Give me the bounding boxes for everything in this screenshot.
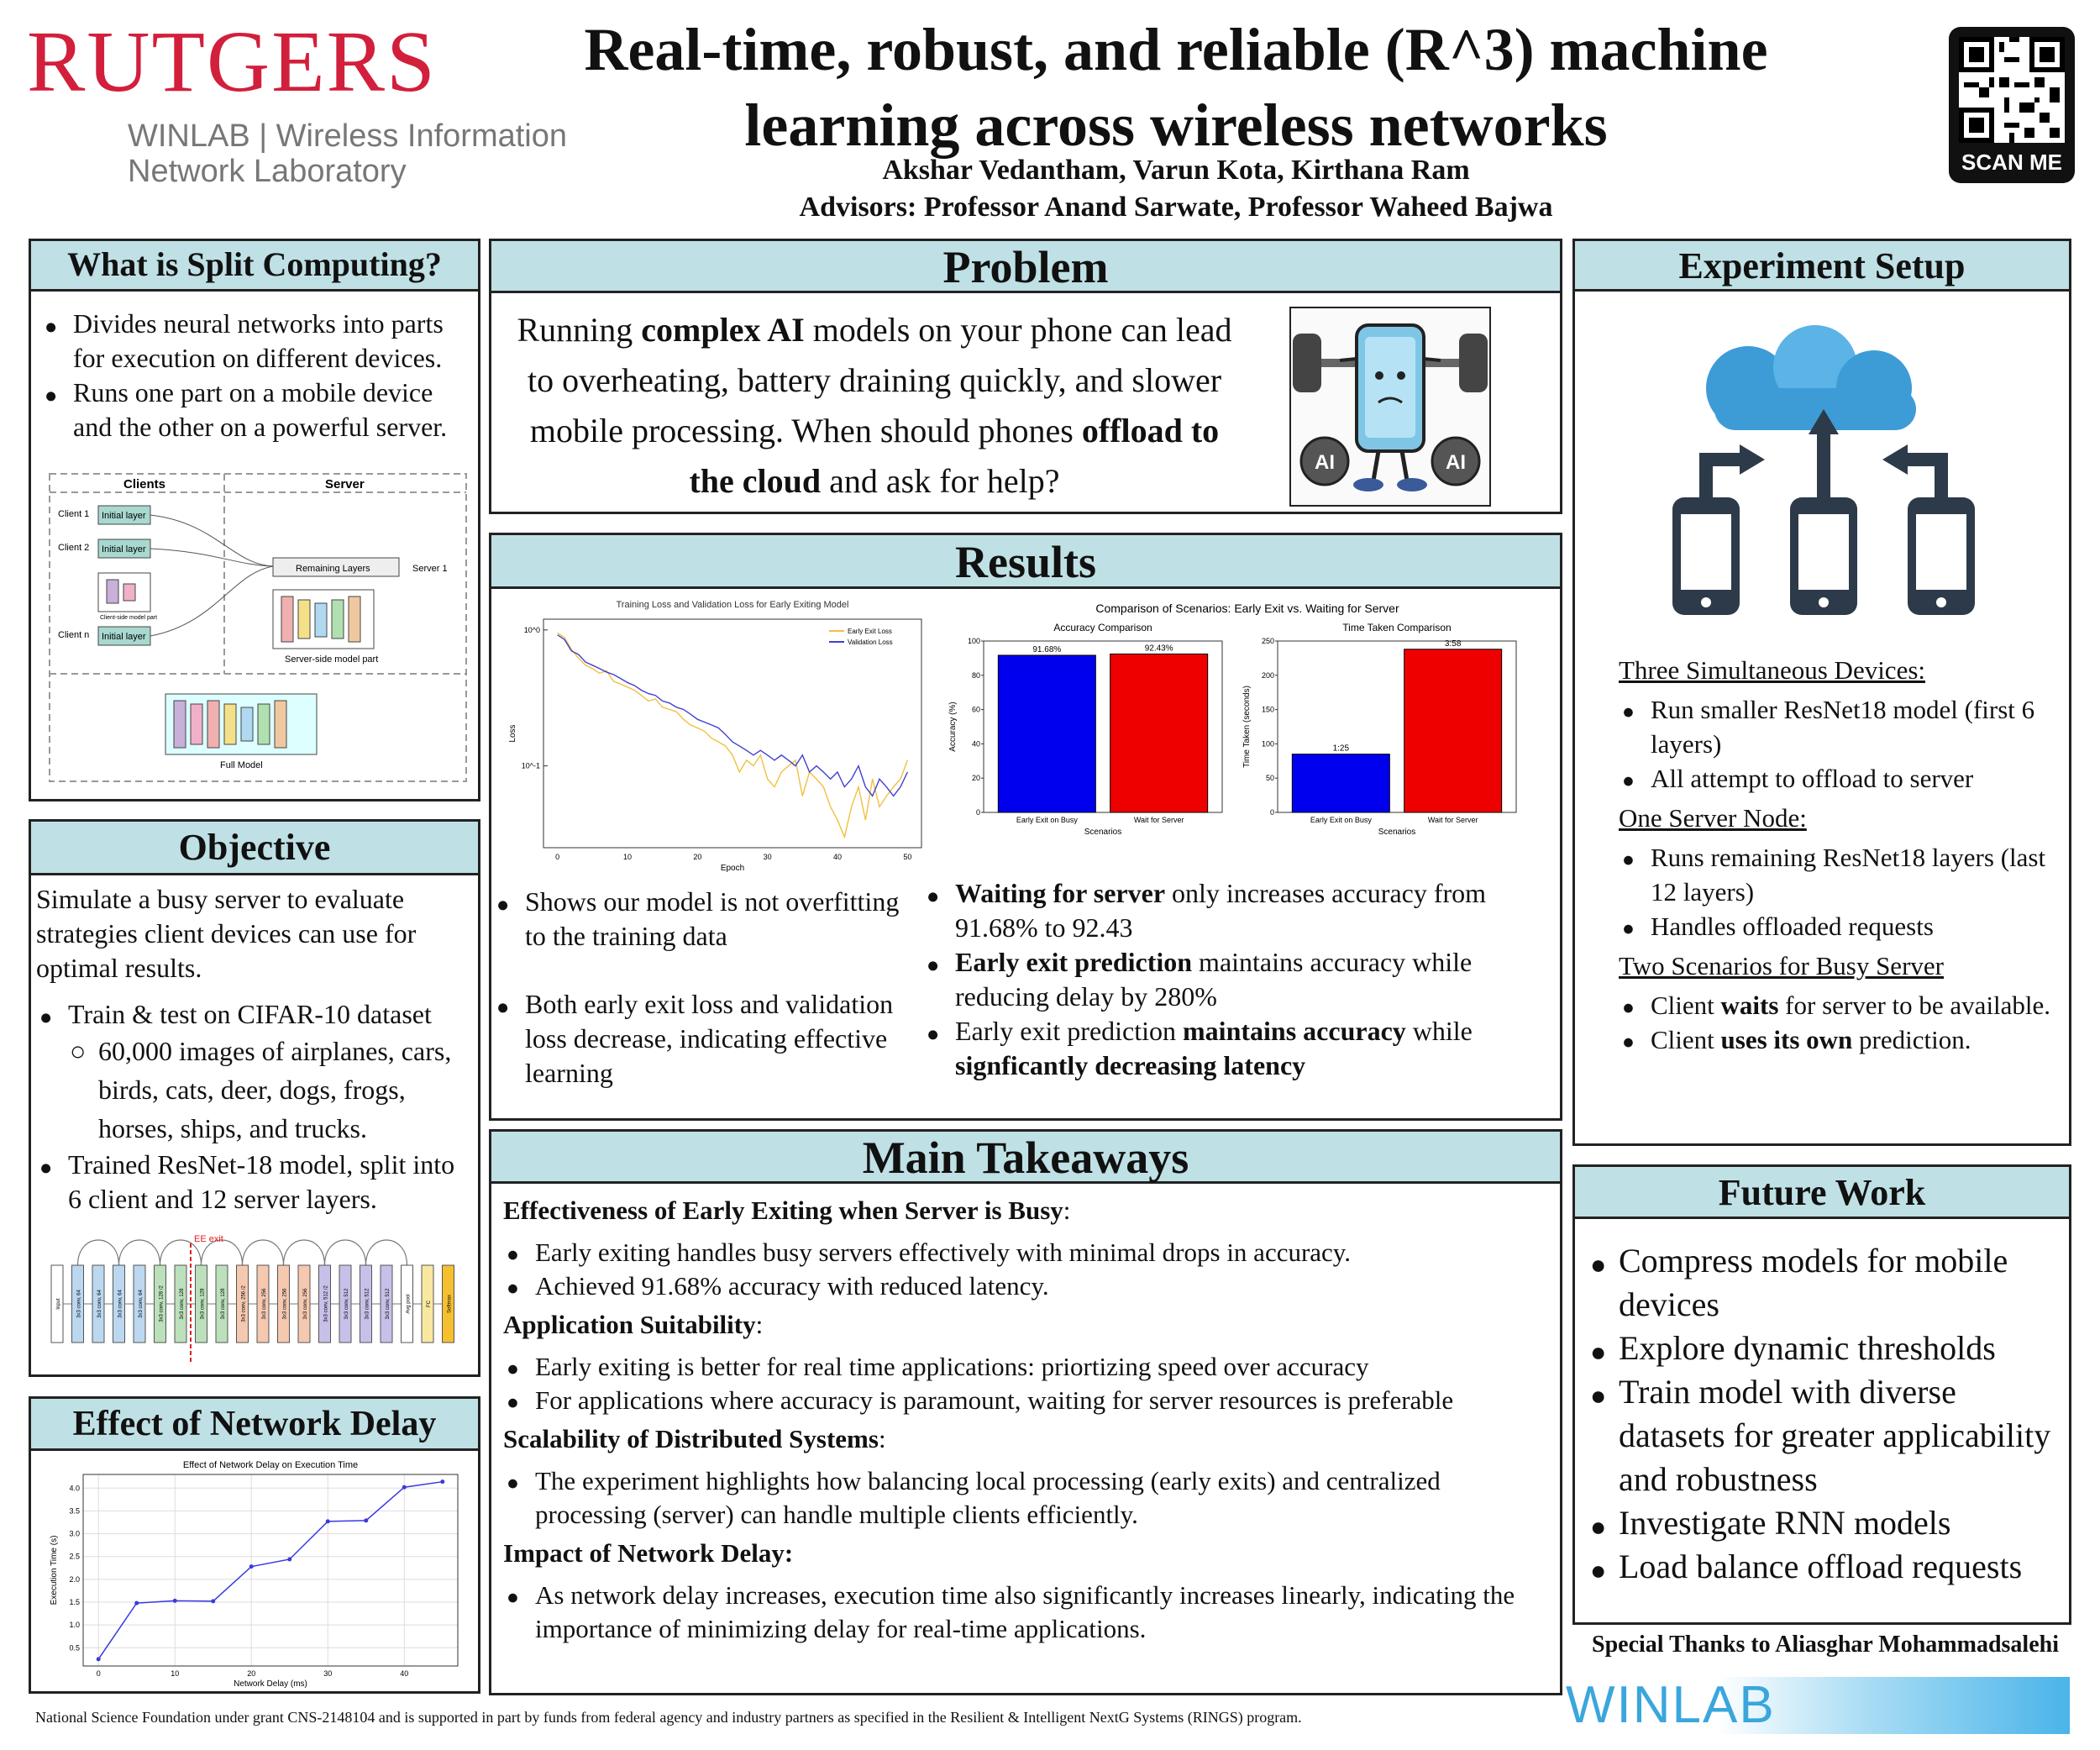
resnet-layer-label: 3x3 conv, 512 /2 [323, 1285, 329, 1322]
delay-series-line [98, 1482, 443, 1659]
delay-xtick: 40 [400, 1669, 409, 1678]
split-bullets [41, 307, 470, 444]
resnet-layer-label: Avg pool [406, 1294, 412, 1314]
delay-ylabel: Execution Time (s) [50, 1535, 59, 1605]
setup-1-bullet-1: ● Run smaller ResNet18 model (first 6 layers) [1619, 692, 2064, 761]
loss-chart-title: Training Loss and Validation Loss for Early Exiting Model [616, 600, 849, 610]
lab-name-line1: WINLAB | Wireless Information [128, 118, 568, 154]
setup-3-b1-a: Client [1651, 991, 1721, 1020]
delay-ytick: 2.5 [69, 1552, 80, 1561]
diagram-server1: Server 1 [412, 564, 448, 574]
future-work-list [1587, 1239, 2061, 1589]
resnet-layer-label: 3x3 conv, 512 [386, 1288, 391, 1320]
delay-ytick: 2.0 [69, 1574, 80, 1584]
setup-3-b1-bold: waits [1720, 991, 1779, 1020]
split-bullet-1: ● Divides neural networks into parts for execution on different devices. [41, 307, 470, 376]
future-work-title: Future Work [1575, 1167, 2069, 1219]
resnet-layer-label: 3x3 conv, 128 [221, 1288, 226, 1320]
delay-ytick: 3.0 [69, 1529, 80, 1538]
results-r3-bold-d: signficantly decreasing latency [955, 1050, 1306, 1080]
diagram-remaining-layers: Remaining Layers [296, 564, 370, 574]
takeaways-list-1 [503, 1236, 1553, 1303]
footer-acknowledgment: National Science Foundation under grant CNS-2148104 and is supported in part by funds from federal agency and industry partners as specified in the Resilient & Intelligent NextG Systems (RINGS) program. [35, 1709, 1302, 1726]
results-r3-text-c: while [1405, 1016, 1473, 1046]
objective-bullets [36, 997, 471, 1032]
loss-ytick: 10^-1 [521, 761, 540, 770]
delay-point [326, 1519, 330, 1523]
takeaways-heading-2-text: Application Suitability [503, 1310, 756, 1339]
resnet-layer-label: 3x3 conv, 64 [76, 1290, 82, 1318]
ai-weight-left-label: AI [1315, 451, 1335, 474]
time-chart-bar-label: 1:25 [1332, 744, 1350, 754]
takeaways-list-4 [503, 1579, 1553, 1646]
future-work-panel [1572, 1164, 2071, 1625]
delay-xtick: 30 [323, 1669, 333, 1678]
takeaways-3-bullet-1: ● The experiment highlights how balancing local processing (early exits) and centralized processing (server) can handle multiple clients efficiently. [503, 1464, 1553, 1532]
takeaways-2-bullet-1: ● Early exiting is better for real time applications: priortizing speed over accuracy [503, 1350, 1553, 1384]
setup-3-b2-a: Client [1651, 1025, 1721, 1054]
poster-title-line2: learning across wireless networks [744, 92, 1608, 159]
delay-ytick: 3.5 [69, 1506, 80, 1516]
delay-point [134, 1601, 139, 1605]
authors: Akshar Vedantham, Varun Kota, Kirthana Ram [882, 155, 1470, 186]
delay-point [173, 1599, 177, 1603]
time-chart-ylabel: Time Taken (seconds) [1242, 686, 1252, 768]
accuracy-chart-title: Accuracy Comparison [1053, 622, 1152, 633]
objective-panel [29, 819, 480, 1377]
future-item-3: ● Train model with diverse datasets for greater applicability and robustness [1587, 1370, 2061, 1501]
objective-intro: Simulate a busy server to evaluate strategies client devices can use for optimal results. [36, 884, 417, 983]
objective-bullet-1: ● Train & test on CIFAR-10 dataset [36, 997, 471, 1032]
takeaways-colon-2: : [755, 1310, 764, 1339]
resnet-layer-label: 3x3 conv, 64 [118, 1290, 123, 1318]
loss-plot-frame [543, 619, 921, 848]
rutgers-logo: RUTGERS [27, 13, 437, 110]
loss-xtick: 20 [693, 853, 702, 861]
takeaways-heading-1-text: Effectiveness of Early Exiting when Server is Busy [503, 1196, 1063, 1225]
poster-title [470, 12, 1882, 163]
time-chart-ytick: 250 [1261, 637, 1274, 645]
accuracy-chart-category: Early Exit on Busy [1016, 816, 1078, 824]
accuracy-chart-bar-label: 92.43% [1144, 644, 1173, 654]
resnet-layer-label: 3x3 conv, 512 [344, 1288, 349, 1320]
diagram-initial-layer-n: Initial layer [102, 632, 146, 642]
results-left-bullets [493, 885, 913, 1090]
delay-xtick: 0 [96, 1669, 101, 1678]
loss-xtick: 10 [622, 853, 633, 861]
accuracy-chart-ylabel: Accuracy (%) [948, 702, 958, 752]
loss-xtick: 0 [555, 853, 560, 861]
delay-xtick: 10 [171, 1669, 180, 1678]
network-delay-chart [46, 1456, 466, 1690]
experiment-setup-panel [1572, 239, 2071, 1146]
setup-heading-3: Two Scenarios for Busy Server [1619, 951, 1944, 980]
takeaways-1-bullet-2: ● Achieved 91.68% accuracy with reduced latency. [503, 1269, 1553, 1303]
skip-connection [325, 1240, 366, 1265]
skip-connection [119, 1240, 160, 1265]
delay-xlabel: Network Delay (ms) [234, 1679, 307, 1689]
phone-icon-2 [1790, 497, 1857, 615]
loss-ylabel: Loss [508, 724, 517, 743]
results-right-bullets [923, 876, 1545, 1083]
phone-icon-1 [1672, 497, 1740, 615]
delay-point [211, 1599, 215, 1603]
objective-bullets-2 [36, 1148, 471, 1217]
cloud-devices-illustration [1656, 325, 1992, 619]
accuracy-chart-ytick: 100 [967, 637, 980, 645]
time-chart-ytick: 100 [1261, 739, 1274, 749]
skip-connection [366, 1240, 407, 1265]
takeaways-4-bullet-1: ● As network delay increases, execution time also significantly increases linearly, indicating the importance of minimizing delay for real-time applications. [503, 1579, 1553, 1646]
setup-1-bullet-2: ● All attempt to offload to server [1619, 761, 2064, 796]
takeaways-content [503, 1194, 1553, 1646]
time-chart-ytick: 0 [1269, 808, 1274, 817]
takeaways-heading-3 [503, 1422, 1553, 1456]
problem-text-2: models on your phone can lead to overheating, battery draining quickly, and slower mobile processing. When should phones [527, 311, 1232, 449]
resnet-layer-label: FC [427, 1301, 432, 1307]
problem-text [505, 305, 1244, 507]
accuracy-chart-ytick: 80 [971, 670, 980, 680]
delay-chart-title: Effect of Network Delay on Execution Time [182, 1460, 359, 1470]
results-right-bullet-2 [923, 945, 1545, 1014]
setup-3-b2-bold: uses its own [1720, 1025, 1853, 1054]
takeaways-1-bullet-1: ● Early exiting handles busy servers effectively with minimal drops in accuracy. [503, 1236, 1553, 1269]
loss-series-line [558, 633, 908, 837]
split-computing-panel [29, 239, 480, 801]
diagram-client-model: Client-side model part [100, 615, 158, 621]
loss-series-line [558, 635, 908, 796]
phone-icon-3 [1908, 497, 1975, 615]
time-chart-title: Time Taken Comparison [1342, 622, 1452, 633]
time-chart-category: Early Exit on Busy [1310, 816, 1372, 824]
loss-xlabel: Epoch [720, 864, 745, 873]
qr-label: SCAN ME [1961, 150, 2062, 175]
comparison-bar-charts [945, 602, 1550, 854]
accuracy-chart-ytick: 0 [975, 808, 980, 817]
network-delay-title: Effect of Network Delay [31, 1399, 478, 1451]
results-left-bullet-2: ● Both early exit loss and validation loss decrease, indicating effective learning [493, 987, 913, 1090]
results-right-bullet-3 [923, 1014, 1545, 1083]
split-diagram [48, 472, 468, 783]
time-chart-bar-label: 3:58 [1444, 639, 1462, 649]
accuracy-chart-ytick: 40 [971, 739, 980, 749]
bar-charts-main-title: Comparison of Scenarios: Early Exit vs. Waiting for Server [1095, 602, 1399, 615]
split-computing-title: What is Split Computing? [31, 241, 478, 292]
results-r2-text: maintains accuracy while reducing delay by 280% [955, 947, 1473, 1012]
problem-text-3: and ask for help? [821, 462, 1060, 500]
objective-title: Objective [31, 822, 478, 875]
takeaways-heading-4 [503, 1537, 1553, 1570]
delay-point [440, 1479, 444, 1484]
loss-ytick: 10^0 [523, 625, 540, 634]
special-thanks: Special Thanks to Aliasghar Mohammadsalehi [1592, 1632, 2059, 1658]
diagram-initial-layer-1: Initial layer [102, 511, 146, 521]
accuracy-chart-bar [1110, 654, 1208, 812]
accuracy-chart-xlabel: Scenarios [1084, 828, 1122, 837]
ai-weight-right-label: AI [1446, 451, 1466, 474]
future-item-2: ● Explore dynamic thresholds [1587, 1327, 2061, 1370]
diagram-client1: Client 1 [58, 509, 90, 519]
delay-point [249, 1564, 254, 1569]
accuracy-chart-ytick: 20 [971, 774, 980, 783]
winlab-logo [1566, 1677, 2070, 1734]
skip-connection [243, 1240, 284, 1265]
results-r3-bold-b: maintains accuracy [1183, 1016, 1406, 1046]
setup-heading-2: One Server Node: [1619, 803, 1807, 833]
delay-xtick: 20 [247, 1669, 256, 1678]
setup-list-1 [1619, 692, 2064, 796]
network-delay-panel [29, 1396, 480, 1694]
delay-ytick: 1.5 [69, 1598, 80, 1606]
advisors: Advisors: Professor Anand Sarwate, Professor Waheed Bajwa [799, 192, 1553, 223]
setup-3-bullet-2 [1619, 1022, 2064, 1057]
resnet-layer-label: 3x3 conv, 64 [139, 1290, 144, 1318]
takeaways-heading-3-text: Scalability of Distributed Systems [503, 1424, 879, 1453]
time-chart-ytick: 50 [1265, 774, 1274, 783]
phone-lifting-image [1289, 307, 1491, 507]
loss-legend-label: Early Exit Loss [848, 628, 892, 635]
delay-plot-frame [83, 1474, 458, 1666]
results-title: Results [491, 535, 1560, 589]
delay-ytick: 4.0 [69, 1484, 80, 1493]
qr-icon [1959, 37, 2065, 143]
problem-panel [489, 239, 1562, 514]
loss-xtick: 50 [903, 853, 912, 861]
diagram-initial-layer-2: Initial layer [102, 544, 146, 554]
setup-3-b2-c: prediction. [1852, 1025, 1971, 1054]
results-left-bullet-1: ● Shows our model is not overfitting to the training data [493, 885, 913, 954]
problem-text-1: Running [517, 311, 642, 349]
accuracy-chart-ytick: 60 [971, 705, 980, 714]
setup-list-3 [1619, 988, 2064, 1057]
skip-connection [78, 1240, 119, 1265]
results-r1-text: only increases accuracy from 91.68% to 92.43 [955, 878, 1487, 943]
objective-sub-bullet: ○ 60,000 images of airplanes, cars, birds, cats, deer, dogs, frogs, horses, ships, and trucks. [66, 1032, 471, 1148]
takeaways-title: Main Takeaways [491, 1132, 1560, 1184]
takeaways-heading-4-text: Impact of Network Delay: [503, 1538, 794, 1568]
results-r2-bold: Early exit prediction [955, 947, 1193, 977]
split-bullet-2: ● Runs one part on a mobile device and the other on a powerful server. [41, 376, 470, 444]
delay-point [364, 1518, 368, 1522]
lab-name-line2: Network Laboratory [128, 154, 407, 189]
setup-2-bullet-2: ● Handles offloaded requests [1619, 909, 2064, 943]
setup-2-bullet-1: ● Runs remaining ResNet18 layers (last 12 layers) [1619, 840, 2064, 909]
delay-point [97, 1657, 101, 1661]
setup-content [1619, 653, 2064, 1057]
ee-exit-label: EE exit [194, 1234, 223, 1244]
results-panel [489, 533, 1562, 1121]
time-chart-ytick: 150 [1261, 705, 1274, 714]
takeaways-colon-3: : [878, 1424, 886, 1453]
resnet-layer-label: 3x3 conv, 256 [282, 1288, 288, 1320]
time-chart-xlabel: Scenarios [1378, 828, 1416, 837]
diagram-full-model: Full Model [220, 760, 263, 770]
resnet-layer-label: 3x3 conv, 256 [262, 1288, 267, 1320]
delay-point [287, 1557, 291, 1561]
resnet-layer-label: 3x3 conv, 64 [97, 1290, 102, 1318]
resnet-layer-label: 3x3 conv, 128 [180, 1288, 185, 1320]
diagram-clients-label: Clients [123, 477, 166, 491]
loss-legend-label: Validation Loss [848, 639, 893, 646]
accuracy-chart-bar-label: 91.68% [1032, 644, 1062, 654]
takeaways-panel [489, 1129, 1562, 1695]
problem-title: Problem [491, 241, 1560, 293]
setup-heading-1: Three Simultaneous Devices: [1619, 655, 1926, 685]
takeaways-heading-1 [503, 1194, 1553, 1227]
resnet-layer-label: 3x3 conv, 128 [200, 1288, 206, 1320]
resnet-layer-label: Softmax [447, 1294, 453, 1314]
results-r1-bold: Waiting for server [955, 878, 1166, 908]
objective-sub-bullets [66, 1032, 471, 1148]
resnet-diagram [39, 1225, 476, 1368]
poster-title-line1: Real-time, robust, and reliable (R^3) machine [584, 16, 1768, 83]
delay-ytick: 0.5 [69, 1643, 80, 1653]
resnet-layer-label: Input [56, 1298, 61, 1310]
skip-connection [284, 1240, 325, 1265]
diagram-server-label: Server [325, 477, 365, 491]
loss-xtick: 30 [763, 853, 772, 861]
loss-xtick: 40 [832, 853, 843, 861]
experiment-setup-title: Experiment Setup [1575, 241, 2069, 292]
takeaways-colon-1: : [1063, 1196, 1071, 1225]
takeaways-heading-2 [503, 1308, 1553, 1342]
results-right-bullet-1 [923, 876, 1545, 945]
results-r3-text-a: Early exit prediction [955, 1016, 1184, 1046]
resnet-layer-label: 3x3 conv, 512 [365, 1288, 370, 1320]
future-item-5: ● Load balance offload requests [1587, 1545, 2061, 1589]
takeaways-2-bullet-2: ● For applications where accuracy is paramount, waiting for server resources is preferable [503, 1384, 1553, 1417]
time-chart-ytick: 200 [1261, 670, 1274, 680]
future-item-4: ● Investigate RNN models [1587, 1501, 2061, 1545]
delay-point [402, 1485, 407, 1490]
setup-3-bullet-1 [1619, 988, 2064, 1022]
objective-bullet-2: ● Trained ResNet-18 model, split into 6 client and 12 server layers. [36, 1148, 471, 1217]
accuracy-chart-bar [998, 655, 1095, 812]
problem-text-complex-ai: complex AI [641, 311, 805, 349]
resnet-layer-label: 3x3 conv, 256 [303, 1288, 308, 1320]
diagram-server-model: Server-side model part [285, 654, 379, 665]
resnet-layer-label: 3x3 conv, 128 /2 [159, 1285, 165, 1322]
problem-text-offload: offload to the cloud [689, 412, 1220, 500]
takeaways-list-2 [503, 1350, 1553, 1417]
time-chart-bar [1292, 754, 1389, 812]
winlab-logo-text: WINLAB [1566, 1676, 1776, 1734]
delay-ytick: 1.0 [69, 1621, 80, 1630]
setup-list-2 [1619, 840, 2064, 943]
cloud-icon [1706, 325, 1916, 430]
resnet-layer-label: 3x3 conv, 256 /2 [241, 1285, 247, 1322]
diagram-client2: Client 2 [58, 543, 90, 553]
accuracy-chart-category: Wait for Server [1133, 816, 1184, 824]
takeaways-list-3 [503, 1464, 1553, 1532]
setup-3-b1-c: for server to be available. [1778, 991, 2051, 1020]
future-item-1: ● Compress models for mobile devices [1587, 1239, 2061, 1327]
time-chart-category: Wait for Server [1427, 816, 1478, 824]
loss-chart [501, 596, 930, 873]
qr-code[interactable] [1949, 27, 2075, 183]
diagram-clientn: Client n [58, 630, 90, 640]
time-chart-bar [1404, 649, 1502, 812]
